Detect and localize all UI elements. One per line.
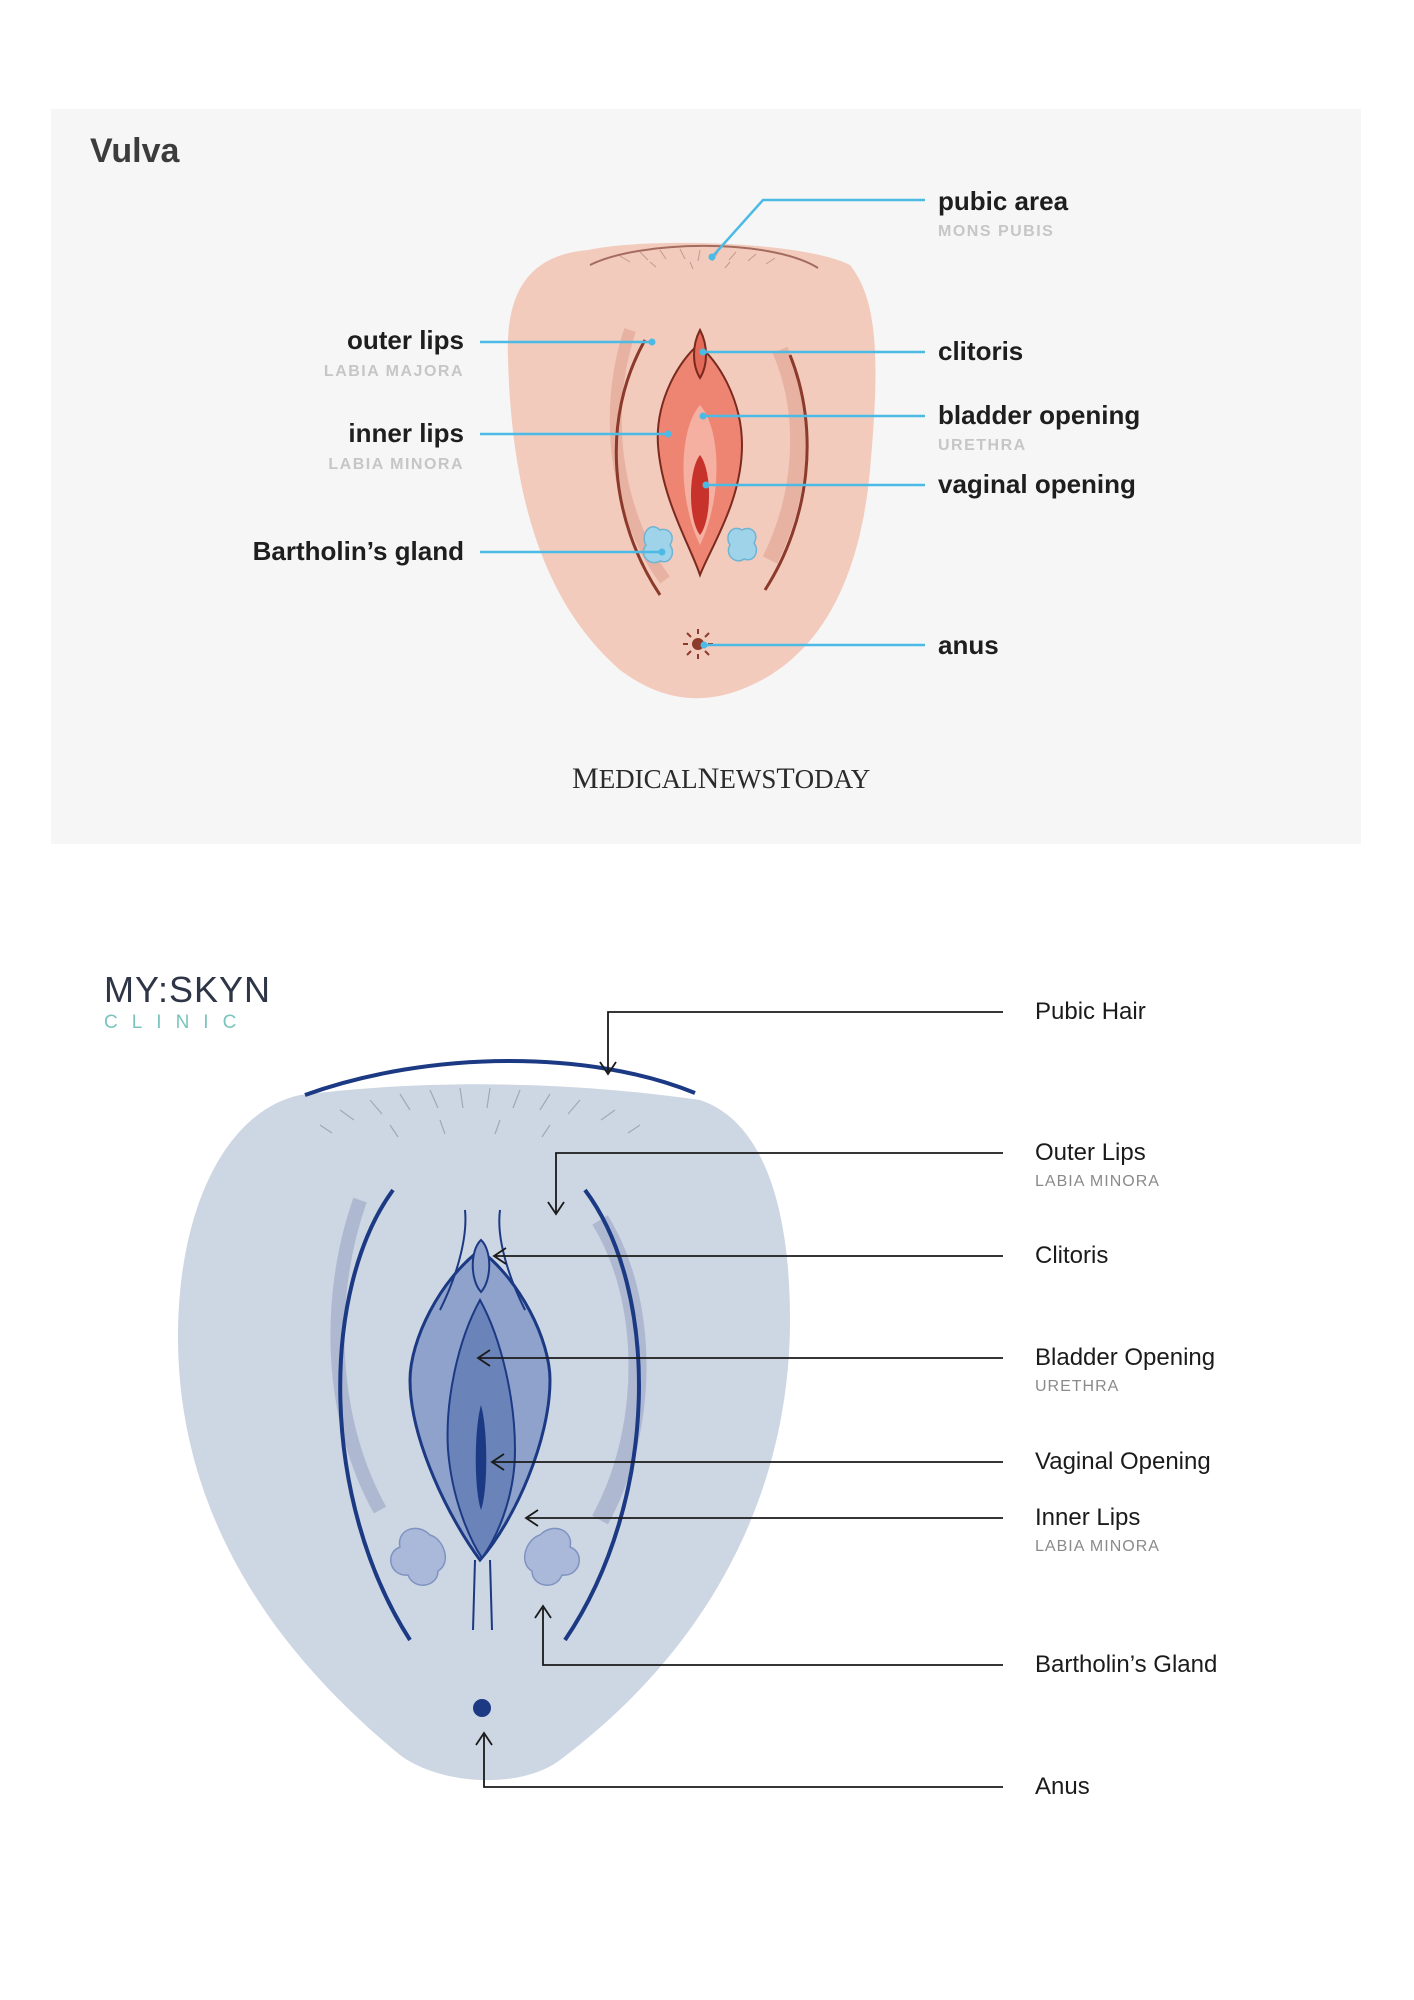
label-inner-lips-2: Inner Lips [1035, 1504, 1141, 1531]
myskyn-logo-bottom: CLINIC [104, 1012, 251, 1033]
medical-news-today-logo: MEDICALNEWSTODAY [572, 762, 871, 795]
sublabel-urethra-2: URETHRA [1035, 1378, 1120, 1395]
sublabel-urethra: URETHRA [938, 437, 1027, 454]
label-vaginal-opening: vaginal opening [938, 469, 1136, 499]
diagram-title: Vulva [90, 132, 180, 170]
label-anus: anus [938, 630, 999, 660]
label-clitoris-2: Clitoris [1035, 1242, 1109, 1269]
myskyn-logo-top: MY:SKYN [104, 969, 272, 1010]
sublabel-mons-pubis: MONS PUBIS [938, 223, 1055, 240]
label-clitoris: clitoris [938, 336, 1024, 366]
label-anus-2: Anus [1035, 1773, 1090, 1800]
sublabel-labia-majora: LABIA MAJORA [323, 363, 464, 380]
leader-pubic-hair [608, 1012, 1003, 1072]
label-bladder-opening-2: Bladder Opening [1035, 1344, 1216, 1371]
clitoris-2 [473, 1240, 490, 1292]
label-pubic-hair: Pubic Hair [1035, 998, 1146, 1025]
label-vaginal-opening-2: Vaginal Opening [1035, 1448, 1211, 1475]
label-outer-lips: outer lips [346, 325, 464, 355]
sublabel-labia-minora: LABIA MINORA [328, 456, 464, 473]
label-inner-lips: inner lips [348, 418, 464, 448]
label-bartholins-gland-2: Bartholin’s Gland [1035, 1651, 1218, 1678]
label-bladder-opening: bladder opening [938, 400, 1141, 430]
label-bartholins-gland: Bartholin’s gland [252, 536, 464, 566]
anus-dot [473, 1699, 491, 1717]
sublabel-inner-lips-2: LABIA MINORA [1035, 1538, 1160, 1555]
sublabel-outer-lips-2: LABIA MINORA [1035, 1173, 1160, 1190]
label-pubic-area: pubic area [938, 186, 1069, 216]
label-outer-lips-2: Outer Lips [1035, 1139, 1146, 1166]
